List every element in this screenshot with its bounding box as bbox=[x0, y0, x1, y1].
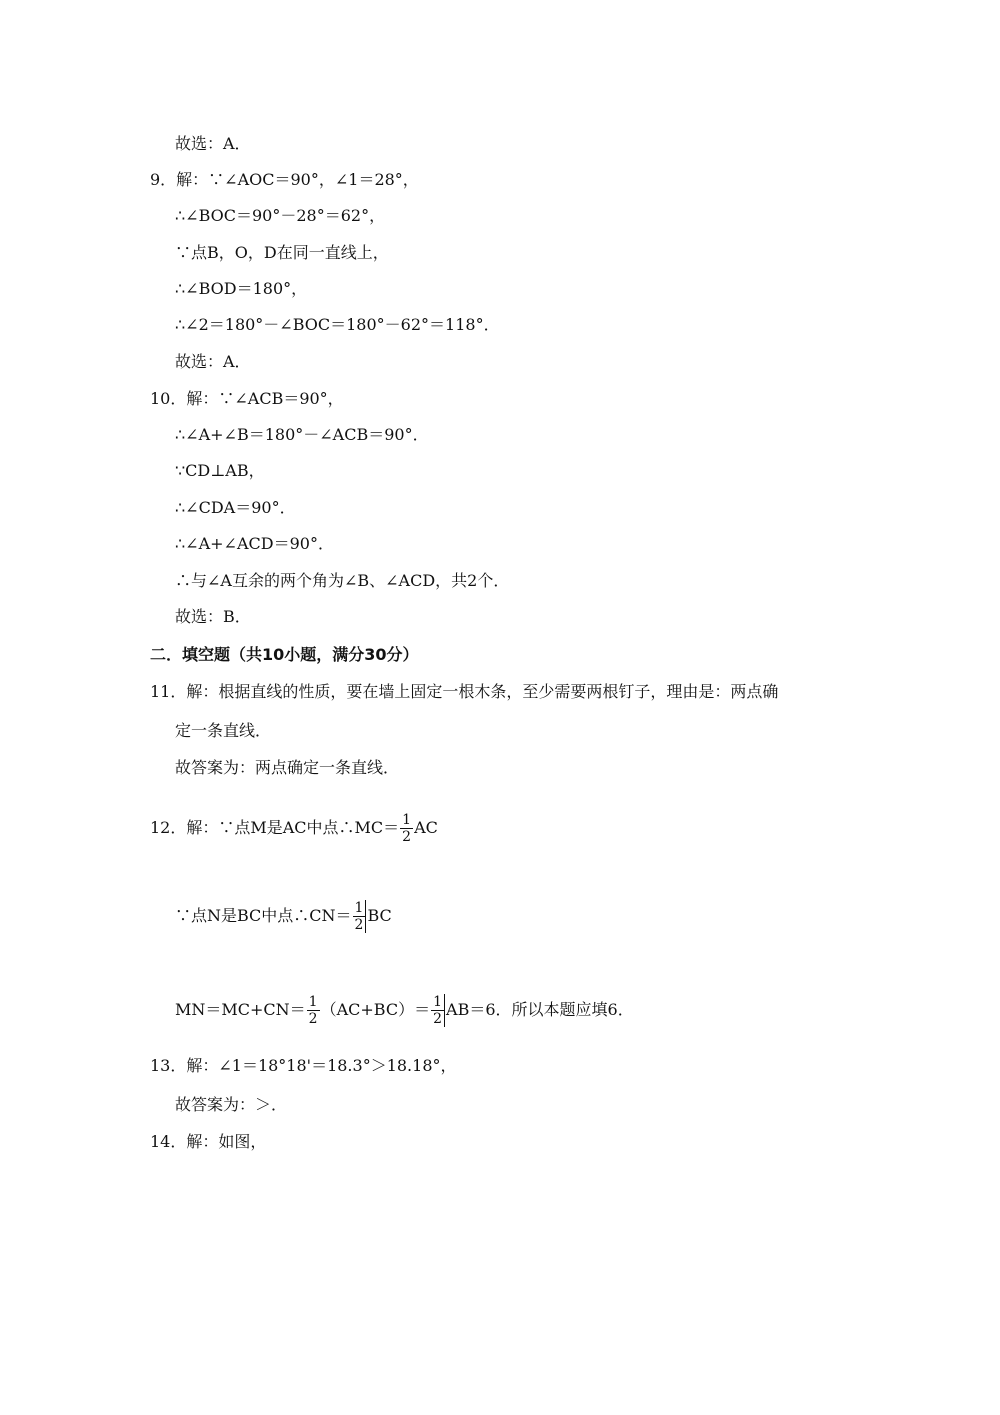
fraction-denominator: 2 bbox=[402, 829, 412, 845]
fraction-denominator: 2 bbox=[308, 1011, 318, 1027]
text-line: ∴∠A+∠B＝180°－∠ACB＝90°． bbox=[175, 425, 429, 444]
formula-text: BC bbox=[367, 906, 392, 925]
fraction-numerator: 1 bbox=[402, 812, 412, 828]
text-line: ∵点B，O，D在同一直线上， bbox=[175, 243, 389, 262]
formula-text: ∵点N是BC中点∴CN＝ bbox=[175, 906, 352, 925]
fraction bbox=[400, 812, 413, 845]
text-line: 14．解：如图， bbox=[150, 1132, 267, 1151]
text-line: 10．解：∵∠ACB＝90°， bbox=[150, 389, 344, 408]
text-line: 故选：B． bbox=[175, 607, 251, 626]
text-line: ∴∠CDA＝90°． bbox=[175, 498, 296, 517]
text-line: ∴∠2＝180°－∠BOC＝180°－62°＝118°． bbox=[175, 315, 500, 334]
fraction-denominator: 2 bbox=[433, 1011, 443, 1027]
fraction bbox=[431, 994, 445, 1027]
fraction-numerator: 1 bbox=[354, 900, 364, 916]
text-line: 13．解：∠1＝18°18'＝18.3°＞18.18°， bbox=[150, 1056, 457, 1075]
formula-line bbox=[150, 812, 438, 845]
text-line: 故选：A． bbox=[175, 352, 251, 371]
fraction bbox=[353, 900, 367, 933]
text-line: ∴∠BOC＝90°－28°＝62°， bbox=[175, 206, 386, 225]
fraction bbox=[307, 994, 320, 1027]
formula-text: MN＝MC+CN＝ bbox=[175, 1000, 306, 1019]
fraction-numerator: 1 bbox=[433, 994, 443, 1010]
text-line: 故答案为：两点确定一条直线． bbox=[175, 758, 400, 777]
fraction-denominator: 2 bbox=[354, 917, 364, 933]
text-line: 11．解：根据直线的性质，要在墙上固定一根木条，至少需要两根钉子，理由是：两点确 bbox=[150, 682, 779, 701]
formula-text: 12．解：∵点M是AC中点∴MC＝ bbox=[150, 818, 400, 837]
text-line: ∴∠BOD＝180°， bbox=[175, 279, 308, 298]
formula-line bbox=[175, 994, 634, 1027]
formula-line bbox=[175, 900, 392, 933]
text-line: ∴∠A+∠ACD＝90°． bbox=[175, 534, 334, 553]
text-line: ∴与∠A互余的两个角为∠B、∠ACD，共2个． bbox=[175, 571, 510, 590]
text-line: ∵CD⊥AB， bbox=[175, 461, 265, 480]
text-line: 故选：A． bbox=[175, 134, 251, 153]
text-line: 9．解：∵∠AOC＝90°，∠1＝28°， bbox=[150, 170, 419, 189]
text-line: 故答案为：＞． bbox=[175, 1095, 288, 1114]
formula-text: AC bbox=[414, 818, 438, 837]
formula-text: （AC+BC）＝ bbox=[320, 1000, 431, 1019]
text-line: 定一条直线． bbox=[175, 721, 272, 740]
fraction-numerator: 1 bbox=[308, 994, 318, 1010]
section-heading: 二．填空题（共10小题，满分30分） bbox=[150, 645, 419, 664]
formula-text: AB＝6．所以本题应填6． bbox=[446, 1000, 634, 1019]
